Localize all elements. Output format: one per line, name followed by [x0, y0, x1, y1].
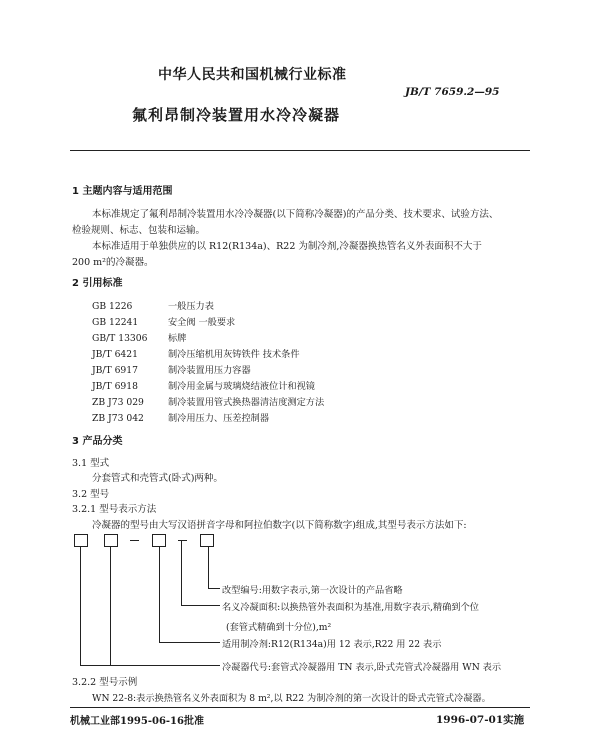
designation-dash	[130, 540, 139, 541]
designation-box-code	[104, 534, 118, 547]
leader-line	[159, 547, 160, 642]
reference-code: ZB J73 029	[92, 397, 144, 408]
section-3-2-heading: 3.2 型号	[72, 489, 110, 500]
reference-code: JB/T 6918	[92, 381, 138, 392]
reference-code: JB/T 6917	[92, 365, 138, 376]
reference-title: 制冷装置用管式换热器清洁度测定方法	[168, 397, 325, 408]
section-3-2-2-text: WN 22-8:表示换热管名义外表面积为 8 m²,以 R22 为制冷剂的第一次设计的卧式壳管式冷凝器。	[92, 693, 491, 704]
header-divider	[70, 150, 530, 151]
reference-code: GB 12241	[92, 317, 139, 328]
reference-item	[92, 362, 251, 376]
section-3-1-heading: 3.1 型式	[72, 458, 110, 469]
leader-line	[110, 547, 111, 665]
section-1-paragraph-2-line-2: 200 m²的冷凝器。	[72, 257, 154, 268]
annotation-nominal-area-precision: (套管式精确到十分位),m²	[226, 622, 332, 633]
annotation-condenser-code: 冷凝器代号:套管式冷凝器用 TN 表示,卧式壳管式冷凝器用 WN 表示	[222, 662, 502, 673]
effective-date: 1996-07-01实施	[436, 714, 525, 726]
leader-line	[159, 642, 220, 643]
footer-divider	[70, 707, 530, 708]
designation-box-code	[74, 534, 88, 547]
section-3-2-1-heading: 3.2.1 型号表示方法	[72, 504, 157, 515]
section-3-heading: 3 产品分类	[72, 436, 123, 447]
reference-code: ZB J73 042	[92, 413, 144, 424]
reference-title: 制冷用金属与玻璃烧结液位计和视镜	[168, 381, 315, 392]
reference-item	[92, 298, 214, 312]
leader-line	[208, 547, 209, 588]
reference-item	[92, 378, 315, 392]
reference-code: GB 1226	[92, 301, 133, 312]
annotation-nominal-area: 名义冷凝面积:以换热管外表面积为基准,用数字表示,精确到个位	[222, 602, 479, 613]
designation-box-area	[200, 534, 214, 547]
reference-title: 制冷压缩机用灰铸铁件 技术条件	[168, 349, 300, 360]
section-1-paragraph-1-line-1: 本标准规定了氟利昂制冷装置用水冷冷凝器(以下简称冷凝器)的产品分类、技术要求、试验方法、	[92, 209, 499, 220]
section-1-paragraph-2-line-1: 本标准适用于单独供应的以 R12(R134a)、R22 为制冷剂,冷凝器换热管名义外表面积不大于	[92, 241, 482, 252]
section-1-paragraph-1-line-2: 检验规则、标志、包装和运输。	[72, 225, 206, 236]
section-3-2-2-heading: 3.2.2 型号示例	[72, 677, 138, 688]
leader-line	[181, 541, 182, 605]
designation-dash	[178, 540, 187, 541]
reference-item	[92, 394, 324, 408]
reference-title: 制冷装置用压力容器	[168, 365, 251, 376]
reference-code: JB/T 6421	[92, 349, 138, 360]
reference-title: 制冷用压力、压差控制器	[168, 413, 270, 424]
org-title: 中华人民共和国机械行业标准	[158, 67, 347, 83]
reference-title: 标牌	[168, 333, 187, 344]
standard-code: JB/T 7659.2—95	[405, 86, 500, 98]
leader-line	[80, 547, 81, 665]
approval-date: 机械工业部1995-06-16批准	[70, 716, 204, 727]
leader-line	[181, 605, 220, 606]
annotation-refrigerant: 适用制冷剂:R12(R134a)用 12 表示,R22 用 22 表示	[222, 639, 442, 650]
leader-line	[80, 665, 220, 666]
annotation-modification-number: 改型编号:用数字表示,第一次设计的产品省略	[222, 585, 403, 596]
section-3-2-1-text: 冷凝器的型号由大写汉语拼音字母和阿拉伯数字(以下简称数字)组成,其型号表示方法如下:	[92, 520, 467, 531]
reference-title: 安全阀 一般要求	[168, 317, 236, 328]
document-title: 氟利昂制冷装置用水冷冷凝器	[132, 106, 341, 124]
reference-code: GB/T 13306	[92, 333, 148, 344]
designation-box-refrigerant	[152, 534, 166, 547]
reference-item	[92, 330, 186, 344]
leader-line	[208, 588, 220, 589]
section-1-heading: 1 主题内容与适用范围	[72, 186, 173, 197]
section-2-heading: 2 引用标准	[72, 278, 123, 289]
reference-item	[92, 346, 300, 360]
reference-item	[92, 314, 235, 328]
reference-item	[92, 410, 269, 424]
section-3-1-text: 分套管式和壳管式(卧式)两种。	[92, 473, 223, 484]
reference-title: 一般压力表	[168, 301, 214, 312]
